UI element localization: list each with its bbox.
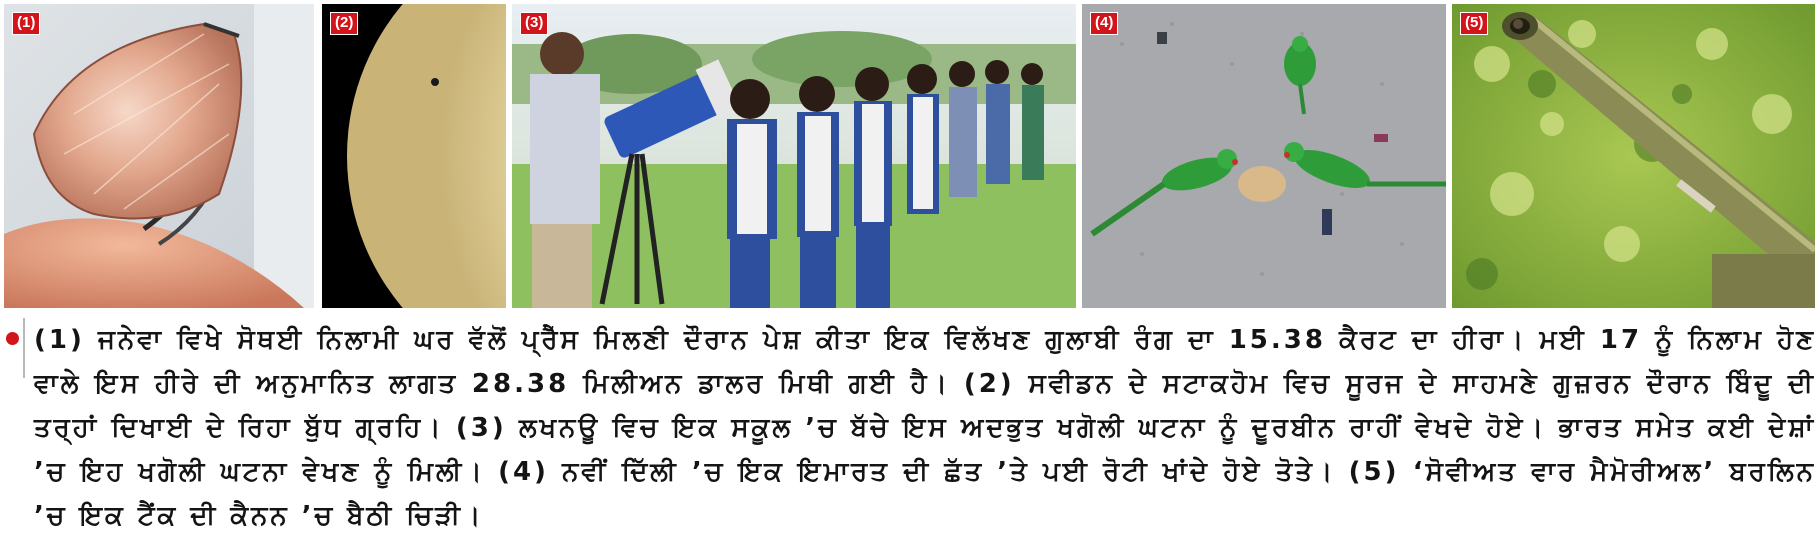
photo-number-badge: (1) [12,12,40,35]
photo-caption [6,318,1814,540]
caption-divider [23,318,25,378]
photo-number-badge: (3) [520,12,548,35]
cannon-image [1452,4,1815,308]
caption-text: (1) ਜਨੇਵਾ ਵਿਖੇ ਸੋਥਈ ਨਿਲਾਮੀ ਘਰ ਵੱਲੋਂ ਪ੍ਰੈੱਸ ਮਿਲਣੀ ਦੌਰਾਨ ਪੇਸ਼ ਕੀਤਾ ਇਕ ਵਿਲੱਖਣ ਗੁਲਾਬੀ ਰੰਗ ਦਾ 15.38 ਕੈਰਟ ਦਾ ਹੀਰਾ। ਮਈ 17 ਨੂੰ ਨਿਲਾਮ ਹੋਣ ਵਾਲੇ ਇਸ ਹੀਰੇ ਦੀ ਅਨੁਮਾਨਿਤ ਲਾਗਤ 28.38 ਮਿਲੀਅਨ ਡਾਲਰ ਮਿਥੀ ਗਈ ਹੈ। (2) ਸਵੀਡਨ ਦੇ ਸਟਾਕਹੋਮ ਵਿਚ ਸੂਰਜ ਦੇ ਸਾਹਮਣੇ ਗੁਜ਼ਰਨ ਦੌਰਾਨ ਬਿੰਦੂ ਦੀ ਤਰ੍ਹਾਂ ਦਿਖਾਈ ਦੇ ਰਿਹਾ ਬੁੱਧ ਗ੍ਰਹਿ। (3) ਲਖਨਊ ਵਿਚ ਇਕ ਸਕੂਲ ’ਚ ਬੱਚੇ ਇਸ ਅਦਭੁਤ ਖਗੋਲੀ ਘਟਨਾ ਨੂੰ ਦੂਰਬੀਨ ਰਾਹੀਂ ਵੇਖਦੇ ਹੋਏ। ਭਾਰਤ ਸਮੇਤ ਕਈ ਦੇਸ਼ਾਂ ’ਚ ਇਹ ਖਗੋਲੀ ਘਟਨਾ ਵੇਖਣ ਨੂੰ ਮਿਲੀ। (4) ਨਵੀਂ ਦਿੱਲੀ ’ਚ ਇਕ ਇਮਾਰਤ ਦੀ ਛੱਤ ’ਤੇ ਪਈ ਰੋਟੀ ਖਾਂਦੇ ਹੋਏ ਤੋਤੇ। (5) ‘ਸੋਵੀਅਤ ਵਾਰ ਮੈਮੋਰੀਅਲ’ ਬਰਲਿਨ ’ਚ ਇਕ ਟੈਂਕ ਦੀ ਕੈਨਨ ’ਚ ਬੈਠੀ ਚਿੜੀ। [34,325,1816,531]
photo-number-badge: (4) [1090,12,1118,35]
photo-sun [322,4,506,308]
photo-number-badge: (2) [330,12,358,35]
photo-parrots [1082,4,1446,308]
caption-bullet-icon [6,332,19,345]
photo-diamond [4,4,314,308]
sun-image [322,4,506,308]
parrots-image [1082,4,1446,308]
mercury-dot [431,78,439,86]
photo-number-badge: (5) [1460,12,1488,35]
photo-telescope [512,4,1076,308]
diamond-image [4,4,314,308]
telescope-image [512,4,1076,308]
photo-cannon [1452,4,1815,308]
